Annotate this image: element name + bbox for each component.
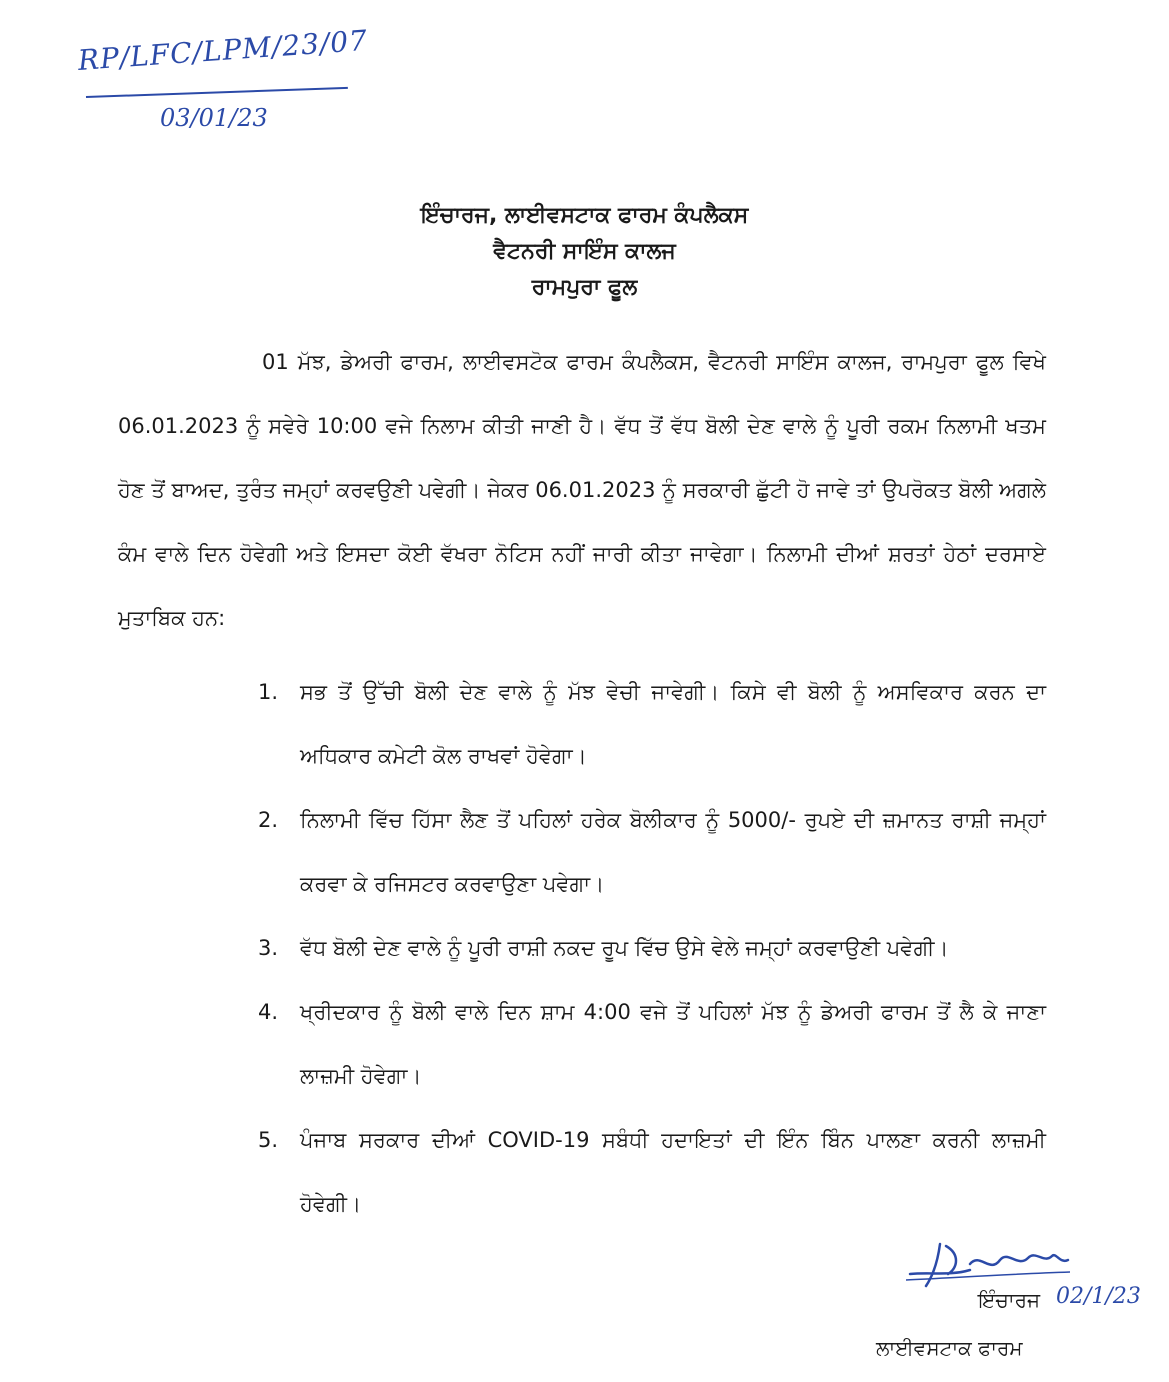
auction-terms-list xyxy=(258,660,1046,1236)
auction-notice-paragraph: 01 ਮੱਝ, ਡੇਅਰੀ ਫਾਰਮ, ਲਾਈਵਸਟੋਕ ਫਾਰਮ ਕੰਪਲੈਕਸ, ਵੈਟਨਰੀ ਸਾਇੰਸ ਕਾਲਜ, ਰਾਮਪੁਰਾ ਫੂਲ ਵਿਖੇ 06.01.2023 ਨੂੰ ਸਵੇਰੇ 10:00 ਵਜੇ ਨਿਲਾਮ ਕੀਤੀ ਜਾਣੀ ਹੈ। ਵੱਧ ਤੋਂ ਵੱਧ ਬੋਲੀ ਦੇਣ ਵਾਲੇ ਨੂੰ ਪੂਰੀ ਰਕਮ ਨਿਲਾਮੀ ਖਤਮ ਹੋਣ ਤੋਂ ਬਾਅਦ, ਤੁਰੰਤ ਜਮ੍ਹਾਂ ਕਰਵਉਣੀ ਪਵੇਗੀ। ਜੇਕਰ 06.01.2023 ਨੂੰ ਸਰਕਾਰੀ ਛੁੱਟੀ ਹੋ ਜਾਵੇ ਤਾਂ ਉਪਰੋਕਤ ਬੋਲੀ ਅਗਲੇ ਕੰਮ ਵਾਲੇ ਦਿਨ ਹੋਵੇਗੀ ਅਤੇ ਇਸਦਾ ਕੋਈ ਵੱਖਰਾ ਨੋਟਿਸ ਨਹੀਂ ਜਾਰੀ ਕੀਤਾ ਜਾਵੇਗਾ। ਨਿਲਾਮੀ ਦੀਆਂ ਸ਼ਰਤਾਂ ਹੇਠਾਂ ਦਰਸਾਏ ਮੁਤਾਬਿਕ ਹਨ: xyxy=(118,350,1046,630)
term-item xyxy=(258,660,1046,788)
letterhead xyxy=(0,198,1169,306)
term-number: 4. xyxy=(258,1000,279,1024)
signatory-department: ਲਾਈਵਸਟਾਕ ਫਾਰਮ xyxy=(876,1336,1023,1360)
term-text: ਖ੍ਰੀਦਕਾਰ ਨੂੰ ਬੋਲੀ ਵਾਲੇ ਦਿਨ ਸ਼ਾਮ 4:00 ਵਜੇ ਤੋਂ ਪਹਿਲਾਂ ਮੱਝ ਨੂੰ ਡੇਅਰੀ ਫਾਰਮ ਤੋਂ ਲੈ ਕੇ ਜਾਣਾ ਲਾਜ਼ਮੀ ਹੋਵੇਗਾ। xyxy=(300,1000,1046,1088)
reference-number: RP/LFC/LPM/23/07 xyxy=(76,23,369,77)
reference-underline xyxy=(86,87,348,98)
term-number: 5. xyxy=(258,1128,279,1152)
header-office: ਇੰਚਾਰਜ, ਲਾਈਵਸਟਾਕ ਫਾਰਮ ਕੰਪਲੈਕਸ xyxy=(420,203,749,228)
term-number: 2. xyxy=(258,808,279,832)
reference-date: 03/01/23 xyxy=(160,104,268,132)
header-location: ਰਾਮਪੁਰਾ ਫੂਲ xyxy=(531,275,638,300)
term-text: ਨਿਲਾਮੀ ਵਿੱਚ ਹਿੱਸਾ ਲੈਣ ਤੋਂ ਪਹਿਲਾਂ ਹਰੇਕ ਬੋਲੀਕਾਰ ਨੂੰ 5000/- ਰੁਪਏ ਦੀ ਜ਼ਮਾਨਤ ਰਾਸ਼ੀ ਜਮ੍ਹਾਂ ਕਰਵਾ ਕੇ ਰਜਿਸਟਰ ਕਰਵਾਉਣਾ ਪਵੇਗਾ। xyxy=(300,808,1046,896)
term-text: ਵੱਧ ਬੋਲੀ ਦੇਣ ਵਾਲੇ ਨੂੰ ਪੂਰੀ ਰਾਸ਼ੀ ਨਕਦ ਰੂਪ ਵਿੱਚ ਉਸੇ ਵੇਲੇ ਜਮ੍ਹਾਂ ਕਰਵਾਉਣੀ ਪਵੇਗੀ। xyxy=(300,936,949,960)
term-item xyxy=(258,980,1046,1108)
handwritten-reference xyxy=(72,23,372,138)
signature-icon xyxy=(900,1234,1080,1294)
signatory-title: ਇੰਚਾਰਜ xyxy=(978,1288,1041,1312)
header-college: ਵੈਟਨਰੀ ਸਾਇੰਸ ਕਾਲਜ xyxy=(493,239,676,264)
term-item xyxy=(258,788,1046,916)
term-number: 3. xyxy=(258,936,279,960)
signature-date: 02/1/23 xyxy=(1056,1284,1141,1309)
term-item xyxy=(258,1108,1046,1236)
term-text: ਪੰਜਾਬ ਸਰਕਾਰ ਦੀਆਂ COVID-19 ਸਬੰਧੀ ਹਦਾਇਤਾਂ ਦੀ ਇੰਨ ਬਿੰਨ ਪਾਲਣਾ ਕਰਨੀ ਲਾਜ਼ਮੀ ਹੋਵੇਗੀ। xyxy=(300,1128,1046,1216)
term-number: 1. xyxy=(258,680,279,704)
term-text: ਸਭ ਤੋਂ ਉੱਚੀ ਬੋਲੀ ਦੇਣ ਵਾਲੇ ਨੂੰ ਮੱਝ ਵੇਚੀ ਜਾਵੇਗੀ। ਕਿਸੇ ਵੀ ਬੋਲੀ ਨੂੰ ਅਸਵਿਕਾਰ ਕਰਨ ਦਾ ਅਧਿਕਾਰ ਕਮੇਟੀ ਕੋਲ ਰਾਖਵਾਂ ਹੋਵੇਗਾ। xyxy=(300,680,1046,768)
term-item xyxy=(258,916,1046,980)
